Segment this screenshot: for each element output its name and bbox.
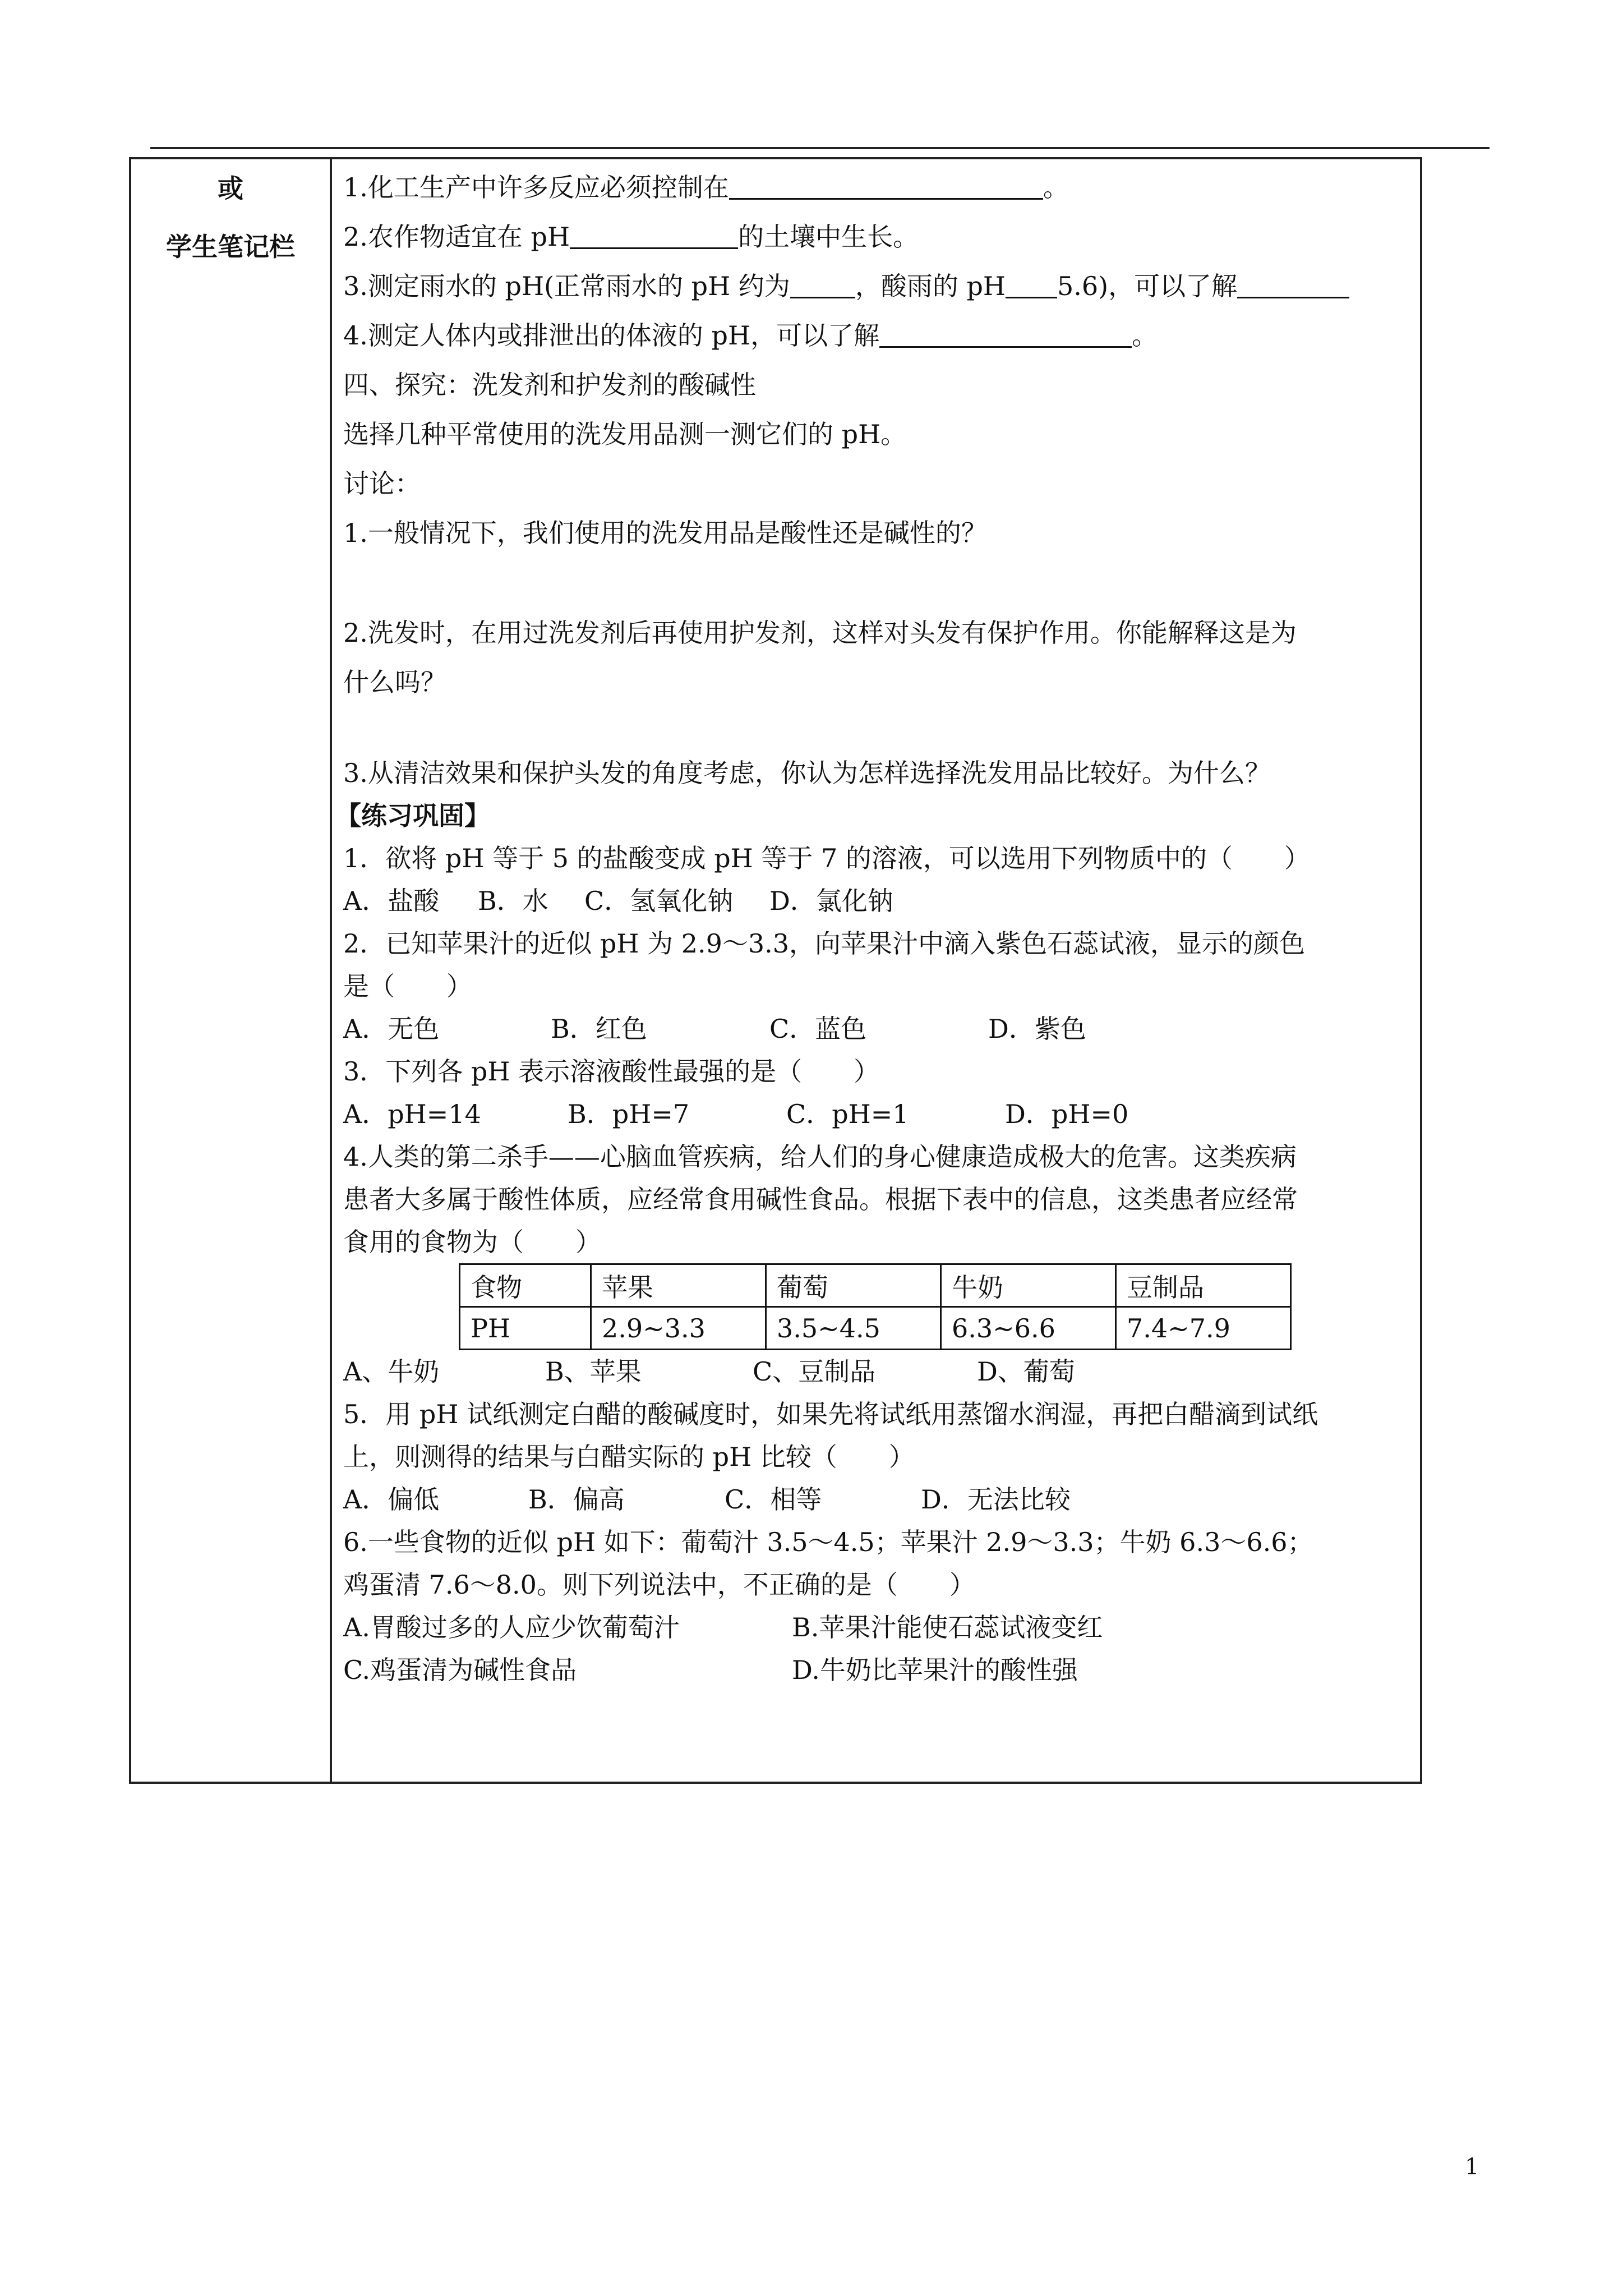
option: C.鸡蛋清为碱性食品 [343,1655,577,1685]
practice-q5-options [343,1478,1409,1521]
header-rule [150,147,1490,149]
option: C．氢氧化钠 [584,886,734,916]
discussion-q1: 1.一般情况下，我们使用的洗发用品是酸性还是碱性的？ [343,518,987,548]
explore-intro: 选择几种平常使用的洗发用品测一测它们的 pH。 [343,419,907,449]
ph-table [459,1263,1292,1350]
practice-q1-stem: 1．欲将 pH 等于 5 的盐酸变成 pH 等于 7 的溶液，可以选用下列物质中的（ ） [343,843,1310,873]
practice-q6-stem-line1: 6.一些食物的近似 pH 如下：葡萄汁 3.5～4.5；苹果汁 2.9～3.3；牛奶 6.3～6.6； [343,1527,1313,1557]
table-row [460,1264,1291,1307]
option: A、牛奶 [343,1356,440,1387]
fill-blank [1006,269,1057,298]
option: B．水 [478,886,548,916]
application-3: 3.测定雨水的 pH(正常雨水的 pH 约为 ，酸雨的 pH 5.6)，可以了解 [343,261,1409,311]
option: C．蓝色 [769,1014,867,1044]
practice-q3-options [343,1093,1409,1135]
page-number: 1 [1465,2154,1479,2180]
application-4: 4.测定人体内或排泄出的体液的 pH，可以了解 。 [343,311,1409,360]
practice-q4-options [343,1350,1409,1393]
practice-q4-stem-line2: 患者大多属于酸性体质，应经常食用碱性食品。根据下表中的信息，这类患者应经常 [343,1184,1298,1214]
practice-q2-stem-line2: 是（ ） [343,971,472,1001]
practice-q6-stem-line2: 鸡蛋清 7.6～8.0。则下列说法中，不正确的是（ ） [343,1570,975,1600]
option: D．紫色 [988,1014,1086,1044]
option: D．氯化钠 [769,886,893,916]
practice-q5-stem-line1: 5．用 pH 试纸测定白醋的酸碱度时，如果先将试纸用蒸馏水润湿，再把白醋滴到试纸 [343,1399,1318,1429]
option: C．相等 [725,1484,822,1515]
option: B.苹果汁能使石蕊试液变红 [792,1612,1103,1642]
main-content [335,163,1409,1691]
table-cell: 6.3~6.6 [941,1307,1116,1350]
option: C．pH=1 [786,1099,909,1129]
option: D．pH=0 [1005,1099,1129,1129]
practice-q5-stem-line2: 上，则测得的结果与白醋实际的 pH 比较（ ） [343,1442,915,1472]
application-2: 2.农作物适宜在 pH 的土壤中生长。 [343,212,1409,261]
option: C、豆制品 [753,1356,876,1387]
option: D．无法比较 [921,1484,1071,1515]
practice-q6-options-row1 [343,1606,1409,1649]
option: B．红色 [551,1014,647,1044]
explore-heading: 四、探究：洗发剂和护发剂的酸碱性 [343,370,756,400]
option: B．pH=7 [568,1099,690,1129]
application-1: 1.化工生产中许多反应必须控制在 。 [343,163,1409,212]
table-cell: 食物 [460,1264,591,1307]
option: A．盐酸 [343,886,440,916]
practice-q2-options [343,1007,1409,1050]
practice-q3-stem: 3．下列各 pH 表示溶液酸性最强的是（ ） [343,1056,880,1087]
discussion-q2-line1: 2.洗发时，在用过洗发剂后再使用护发剂，这样对头发有保护作用。你能解释这是为 [343,618,1297,648]
table-cell: 牛奶 [941,1264,1116,1307]
side-label-line2: 学生笔记栏 [166,232,295,262]
option: A.胃酸过多的人应少饮葡萄汁 [343,1612,680,1642]
option: B、苹果 [545,1356,642,1387]
fill-blank [570,219,738,249]
practice-q1-options [343,880,1409,922]
practice-q6-options-row2 [343,1649,1409,1691]
fill-blank [729,170,1043,200]
practice-q2-stem-line1: 2．已知苹果汁的近似 pH 为 2.9～3.3，向苹果汁中滴入紫色石蕊试液，显示的颜色 [343,928,1306,959]
option: A．pH=14 [343,1099,481,1129]
table-cell: 2.9~3.3 [591,1307,766,1350]
practice-q4-stem-line1: 4.人类的第二杀手——心脑血管疾病，给人们的身心健康造成极大的危害。这类疾病 [343,1142,1297,1172]
discussion-q2-line2: 什么吗？ [343,667,446,697]
table-cell: 豆制品 [1116,1264,1291,1307]
table-cell: 7.4~7.9 [1116,1307,1291,1350]
fill-blank [879,318,1132,348]
table-cell: 葡萄 [766,1264,941,1307]
fill-blank [1237,269,1349,298]
discussion-q3: 3.从清洁效果和保护头发的角度考虑，你认为怎样选择洗发用品比较好。为什么？ [343,758,1271,788]
table-cell: 苹果 [591,1264,766,1307]
table-row [460,1307,1291,1350]
side-label-line1: 或 [218,173,243,204]
practice-q4-stem-line3: 食用的食物为（ ） [343,1227,601,1257]
discussion-label: 讨论： [343,468,421,499]
table-cell: PH [460,1307,591,1350]
practice-heading: 【练习巩固】 [335,800,490,831]
column-divider [330,157,332,1784]
option: A．偏低 [343,1484,440,1515]
option: A．无色 [343,1014,440,1044]
option: D、葡萄 [977,1356,1075,1387]
option: D.牛奶比苹果汁的酸性强 [792,1655,1078,1685]
option: B．偏高 [528,1484,625,1515]
fill-blank [790,269,855,298]
table-cell: 3.5~4.5 [766,1307,941,1350]
